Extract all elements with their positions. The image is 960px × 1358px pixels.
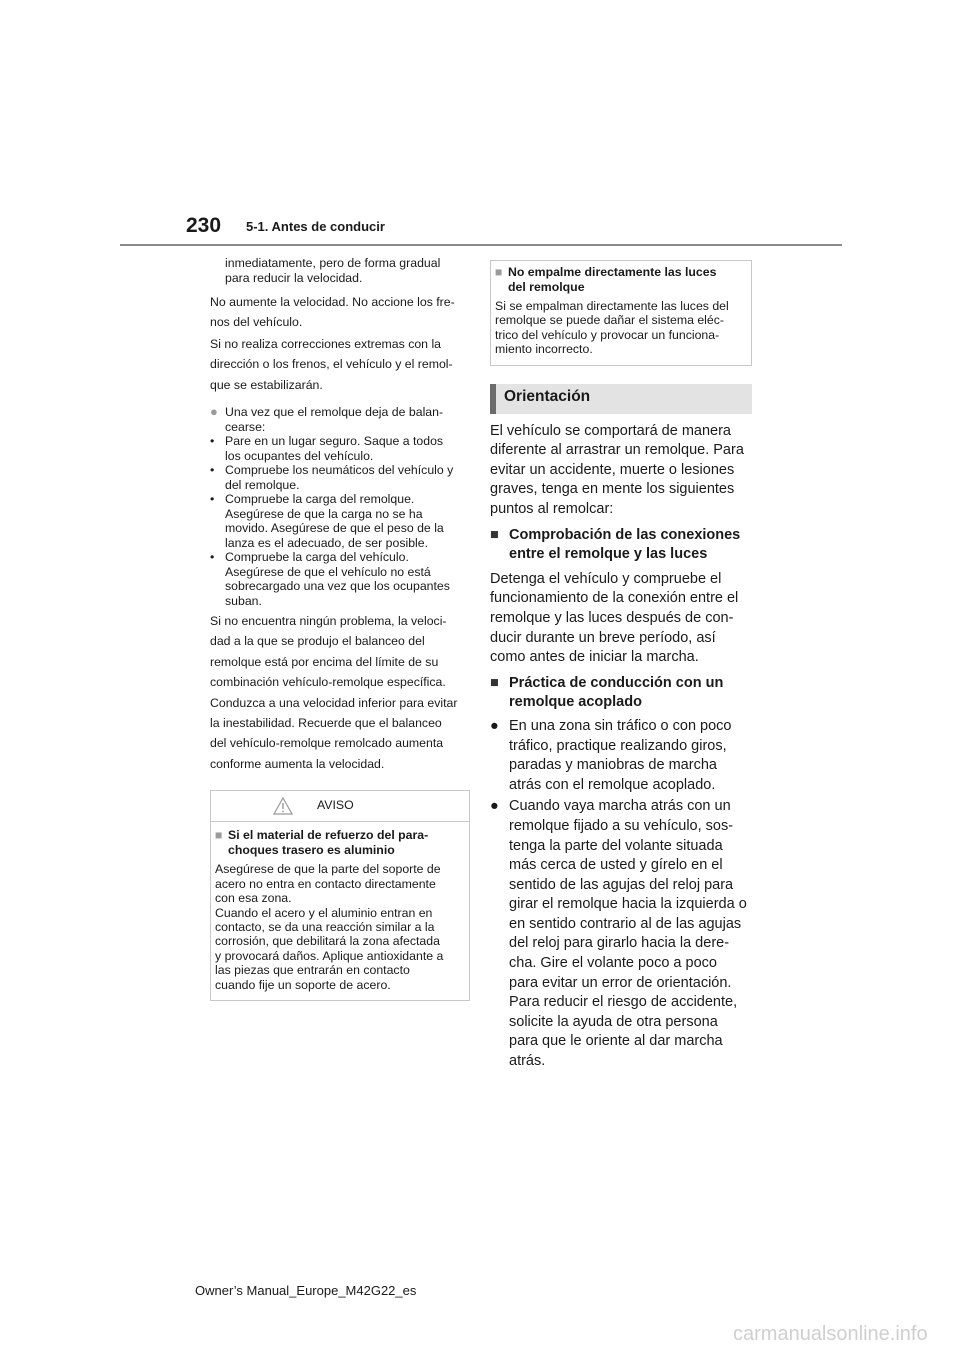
list-item: • Compruebe la carga del remolque. Asegúrese de que la carga no se ha movido. Asegúrese de que el peso de la lanza es el adecuado, de ser posible. [210, 492, 444, 550]
section-title: 5-1. Antes de conducir [246, 219, 385, 234]
bullet-item: ● En una zona sin tráfico o con poco tráfico, practique realizando giros, paradas y maniobras de marcha atrás con el remolque acoplado. [490, 717, 752, 795]
warning-icon [273, 797, 293, 815]
warning-text: Asegúrese de que la parte del soporte de acero no entra en contacto directamente con esa zona. Cuando el acero y el aluminio entran en contacto, se da una reacción similar a la corrosión, que debilitará la zona afectada y provocará daños. Aplique antioxidante a las piezas que entrarán en contacto cuando fije un soporte de acero. [215, 862, 444, 992]
warning-box [210, 790, 470, 1001]
subheading: ■ Comprobación de las conexiones entre el remolque y las luces [490, 526, 752, 565]
right-column [490, 260, 752, 1072]
footer-manual-name: Owner’s Manual_Europe_M42G22_es [195, 1283, 417, 1298]
note-box [490, 260, 752, 366]
intro-text: inmediatamente, pero de forma gradual para reducir la velocidad. [225, 256, 441, 285]
heading-accent-bar [490, 384, 496, 414]
warning-label: AVISO [317, 798, 354, 813]
header-rule [120, 244, 842, 246]
list-item: • Compruebe la carga del vehículo. Asegúrese de que el vehículo no está sobrecargado una vez que los ocupantes suban. [210, 550, 450, 608]
paragraph: Si no encuentra ningún problema, la veloci- dad a la que se produjo el balanceo del remolque está por encima del límite de su combinación vehículo-remolque específica. Conduzca a una velocidad inferior para evitar la inestabilidad. Recuerde que el balanceo del vehículo-remolque remolcado aumenta conforme aumenta la velocidad. [210, 614, 458, 771]
bullet-icon: ● [210, 404, 218, 420]
page-number: 230 [186, 214, 222, 237]
section-heading [490, 384, 752, 414]
square-bullet-icon: ■ [495, 265, 503, 279]
list-item: • Compruebe los neumáticos del vehículo y del remolque. [210, 463, 454, 492]
bullet-item: ● Una vez que el remolque deja de balan- cearse: [210, 404, 444, 434]
watermark: carmanualsonline.info [733, 1323, 928, 1345]
bullet-item: ● Cuando vaya marcha atrás con un remolque fijado a su vehículo, sos- tenga la parte del volante situada más cerca de usted y gírelo en el sentido de las agujas del reloj para girar el remolque hacia la izquierda o en sentido contrario al de las agujas del reloj para girarlo hacia la dere- cha. Gire el volante poco a poco para evitar un error de orientación. Para reducir el riesgo de accidente, solicite la ayuda de otra persona para que le oriente al dar marcha atrás. [490, 797, 752, 1071]
paragraph: El vehículo se comportará de manera diferente al arrastrar un remolque. Para evitar un accidente, muerte o lesiones graves, tenga en mente los siguientes puntos al remolcar: [490, 422, 744, 517]
bullet-icon: ● [490, 798, 499, 815]
subheading: ■ Práctica de conducción con un remolque acoplado [490, 674, 752, 713]
note-text: Si se empalman directamente las luces del remolque se puede dañar el sistema eléc- trico del vehículo y provocar un funciona- miento incorrecto. [495, 299, 729, 357]
left-column [210, 256, 470, 1001]
paragraph: Si no realiza correcciones extremas con la dirección o los frenos, el vehículo y el remol- que se estabilizarán. [210, 336, 453, 392]
square-bullet-icon: ■ [490, 526, 499, 543]
square-bullet-icon: ■ [490, 674, 499, 691]
square-bullet-icon: ■ [215, 828, 223, 843]
warning-header [211, 791, 469, 822]
warning-heading: ■ Si el material de refuerzo del para- choques trasero es aluminio [215, 828, 429, 857]
heading-text: Orientación [504, 387, 591, 405]
note-heading: ■ No empalme directamente las luces del remolque [495, 265, 717, 294]
paragraph: Detenga el vehículo y compruebe el funcionamiento de la conexión entre el remolque y las luces después de con- ducir durante un breve período, así como antes de iniciar la marcha. [490, 570, 739, 666]
bullet-icon: ● [490, 717, 499, 734]
paragraph: No aumente la velocidad. No accione los fre- nos del vehículo. [210, 295, 455, 330]
list-item: • Pare en un lugar seguro. Saque a todos los ocupantes del vehículo. [210, 434, 444, 463]
